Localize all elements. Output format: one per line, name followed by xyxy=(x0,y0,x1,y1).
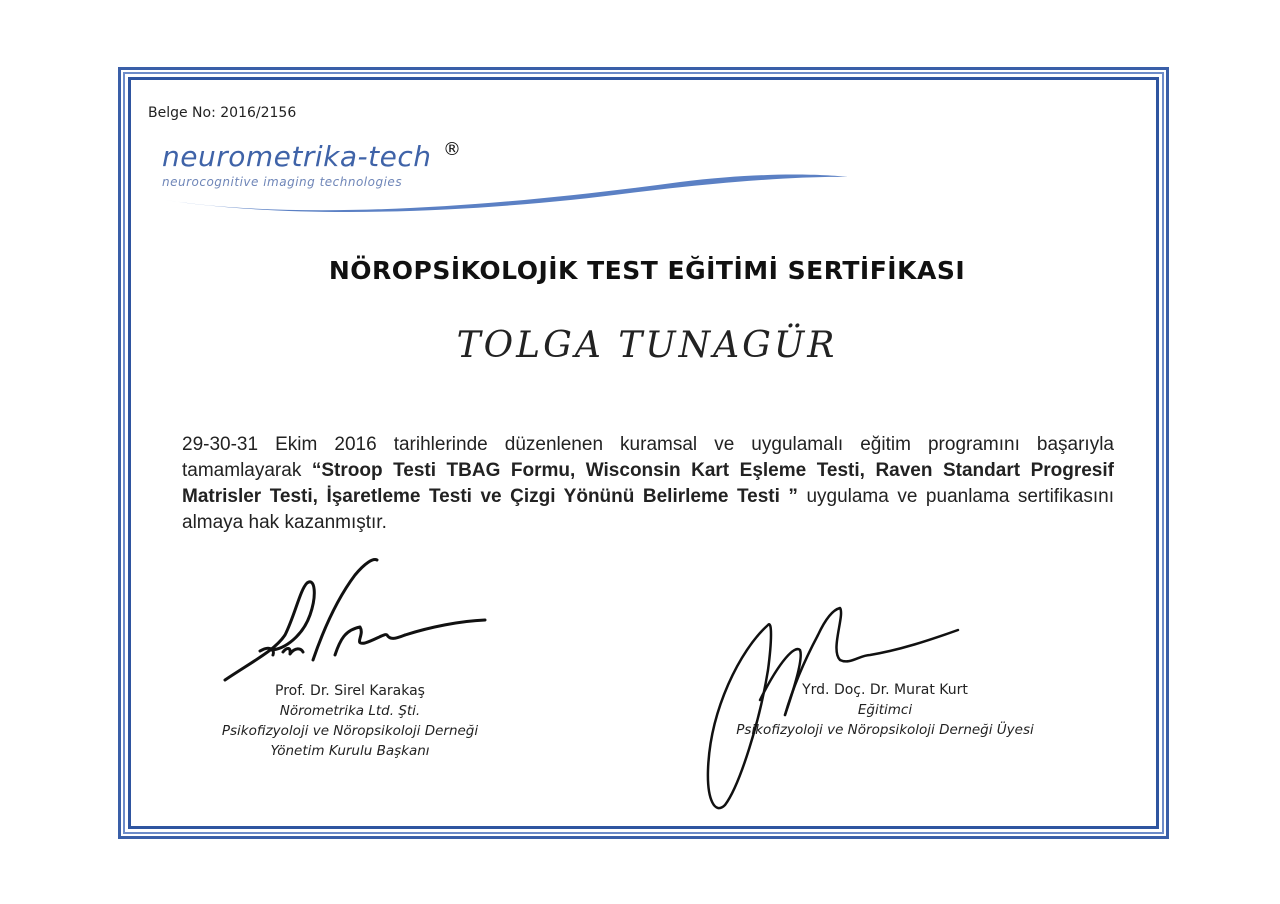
signer-role: Psikofizyoloji ve Nöropsikoloji Derneği Üyesi xyxy=(736,722,1034,738)
signer-org: Nörometrika Ltd. Şti. xyxy=(279,703,421,719)
signer-name: Prof. Dr. Sirel Karakaş xyxy=(275,683,425,699)
body-outro: uygulama ve puanlama sertifikasını almaya hak kazanmıştır. xyxy=(182,486,1114,533)
body-intro: 29-30-31 Ekim 2016 tarihlerinde düzenlenen kuramsal ve uygulamalı eğitim programını başarıyla tamamlayarak xyxy=(182,434,1114,481)
certificate-body xyxy=(182,432,1114,536)
signature-karakas xyxy=(215,555,505,690)
logo-tagline: neurocognitive imaging technologies xyxy=(162,175,403,189)
recipient-name: TOLGA TUNAGÜR xyxy=(456,325,838,366)
logo-registered-mark: ® xyxy=(443,139,461,160)
signer-name: Yrd. Doç. Dr. Murat Kurt xyxy=(802,682,968,698)
signer-karakas xyxy=(180,681,520,761)
signer-role: Psikofizyoloji ve Nöropsikoloji Derneği xyxy=(221,723,479,739)
logo-name: neurometrika-tech xyxy=(162,140,432,173)
document-number: Belge No: 2016/2156 xyxy=(148,105,297,121)
signer-org: Eğitimci xyxy=(857,702,913,718)
signer-role-2: Yönetim Kurulu Başkanı xyxy=(270,743,430,759)
signer-kurt xyxy=(700,680,1070,740)
certificate-title: NÖROPSİKOLOJİK TEST EĞİTİMİ SERTİFİKASI xyxy=(328,256,966,285)
body-tests: “Stroop Testi TBAG Formu, Wisconsin Kart Eşleme Testi, Raven Standart Progresif Matrisler Testi, İşaretleme Testi ve Çizgi Yönünü Belirleme Testi ” xyxy=(182,460,1114,507)
